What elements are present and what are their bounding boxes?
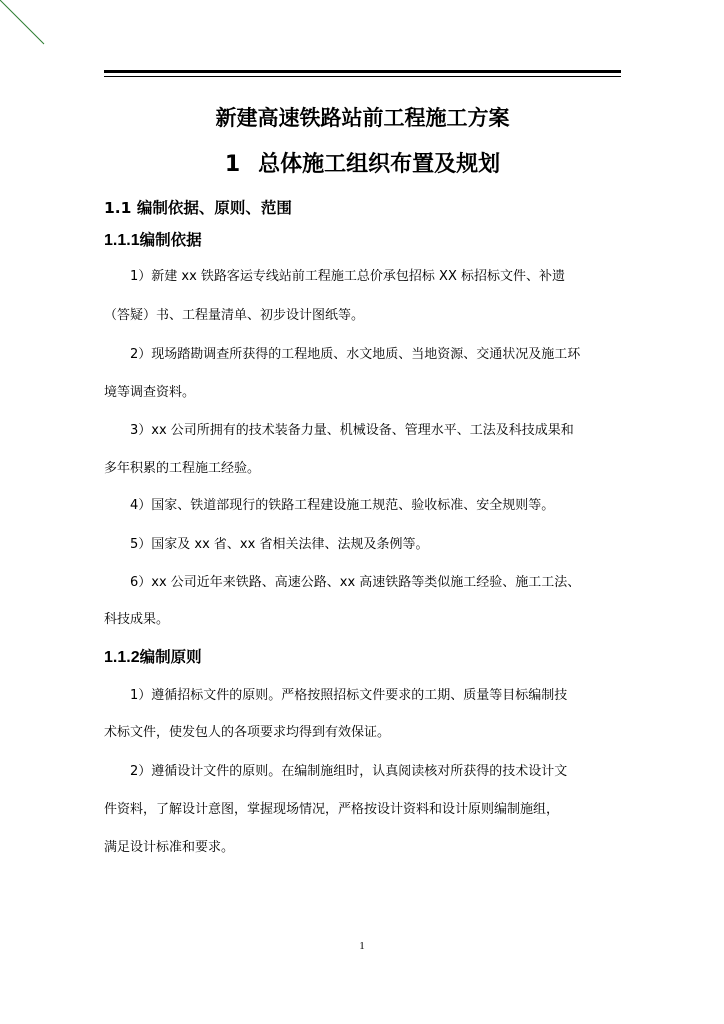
section-title: 编制依据: [139, 231, 202, 249]
section-heading-1-1-1: [104, 228, 202, 250]
paragraph-line: 件资料，了解设计意图，掌握现场情况，严格按设计资料和设计原则编制施组，: [104, 802, 560, 817]
chapter-title: 总体施工组织布置及规划: [258, 152, 501, 177]
page-number: 1: [359, 940, 365, 952]
chapter-heading: [104, 147, 621, 178]
paragraph-line: 2）遵循设计文件的原则。在编制施组时，认真阅读核对所获得的技术设计文: [130, 764, 568, 779]
paragraph-line: 境等调查资料。: [104, 385, 196, 400]
paragraph-line: 多年积累的工程施工经验。: [104, 461, 261, 476]
section-title: 编制原则: [139, 648, 202, 666]
header-rule-thin: [104, 76, 621, 77]
document-title: 新建高速铁路站前工程施工方案: [215, 106, 510, 130]
paragraph-line: （答疑）书、工程量清单、初步设计图纸等。: [104, 308, 365, 323]
header-rule-thick: [104, 70, 621, 73]
page-corner-mark: [0, 0, 48, 48]
section-heading-1-1: 1.1 编制依据、原则、范围: [104, 199, 292, 217]
paragraph-line: 5）国家及 xx 省、xx 省相关法律、法规及条例等。: [130, 537, 429, 552]
section-number: 1.1.2: [104, 649, 140, 666]
paragraph-line: 4）国家、铁道部现行的铁路工程建设施工规范、验收标准、安全规则等。: [130, 498, 555, 513]
paragraph-line: 6）xx 公司近年来铁路、高速公路、xx 高速铁路等类似施工经验、施工工法、: [130, 575, 581, 590]
paragraph-line: 1）遵循招标文件的原则。严格按照招标文件要求的工期、质量等目标编制技: [130, 688, 568, 703]
paragraph-line: 2）现场踏勘调查所获得的工程地质、水文地质、当地资源、交通状况及施工环: [130, 347, 581, 362]
section-heading-1-1-2: [104, 645, 202, 667]
paragraph-line: 科技成果。: [104, 612, 170, 627]
paragraph-line: 3）xx 公司所拥有的技术装备力量、机械设备、管理水平、工法及科技成果和: [130, 423, 574, 438]
paragraph-line: 1）新建 xx 铁路客运专线站前工程施工总价承包招标 XX 标招标文件、补遗: [130, 269, 565, 284]
paragraph-line: 术标文件，使发包人的各项要求均得到有效保证。: [104, 725, 391, 740]
section-number: 1.1.1: [104, 232, 140, 249]
chapter-number: 1: [224, 152, 241, 177]
paragraph-line: 满足设计标准和要求。: [104, 840, 235, 855]
